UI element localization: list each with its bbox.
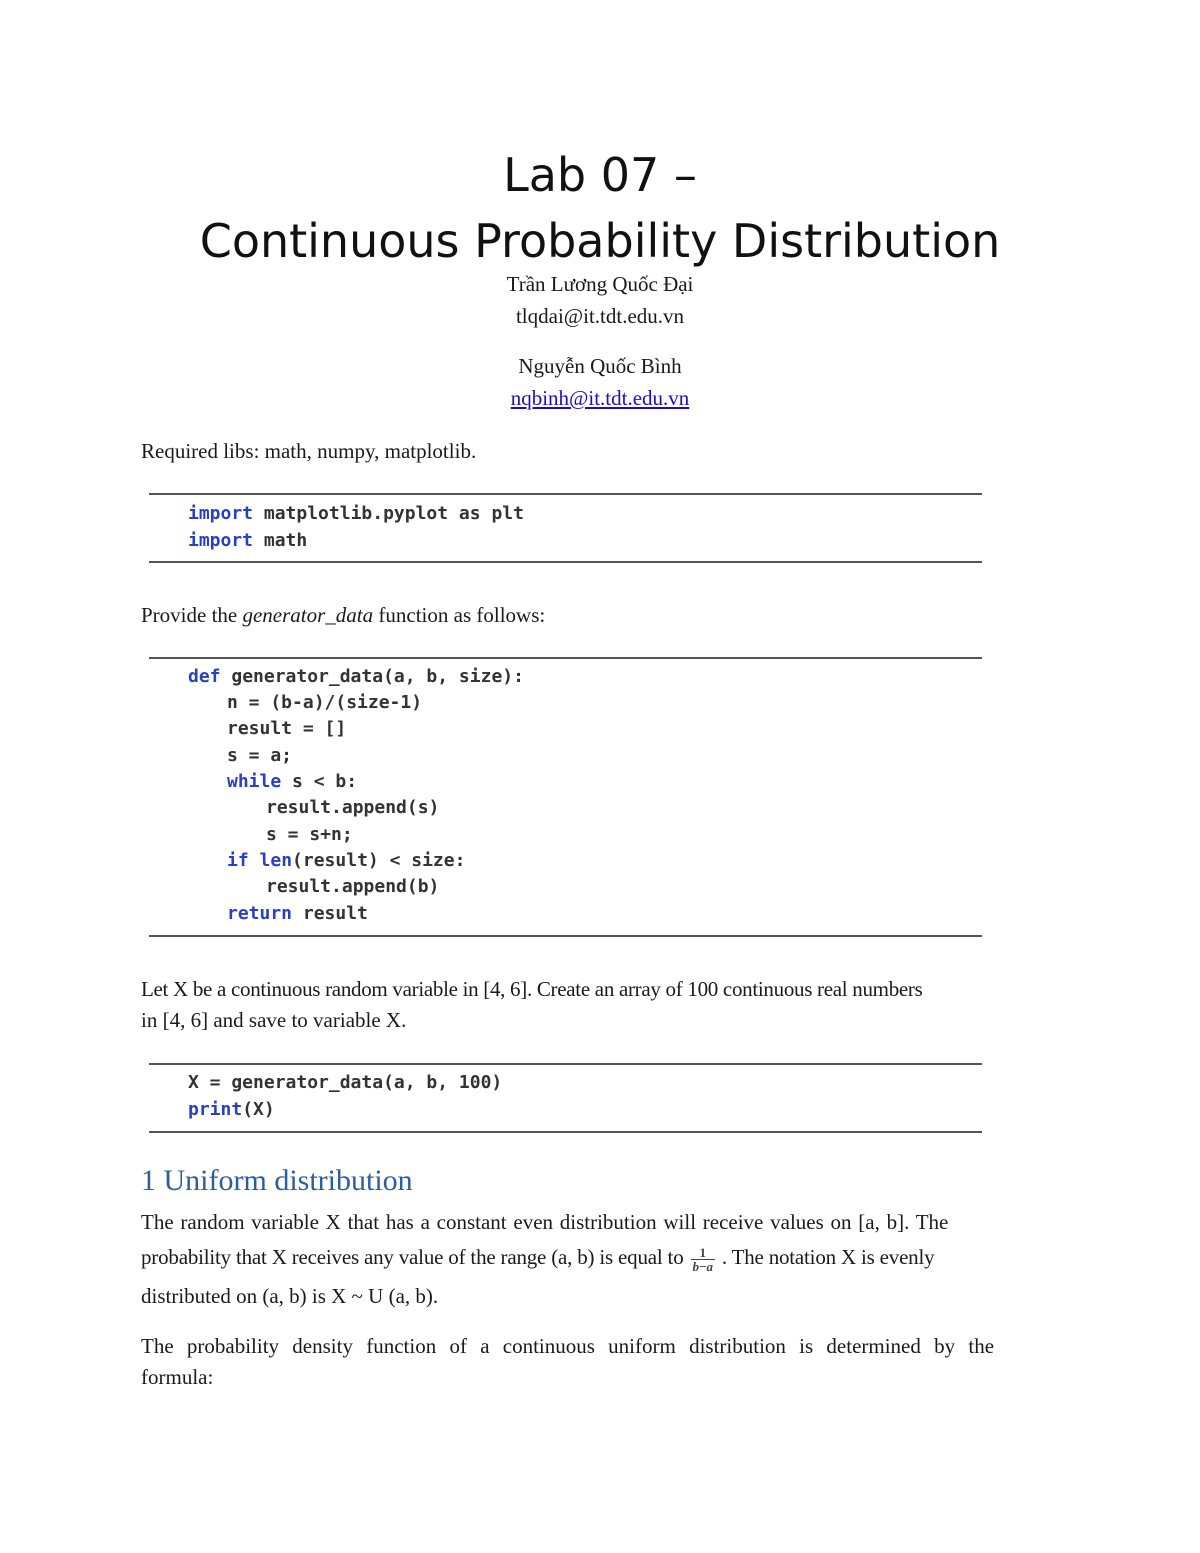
code-text: result: [292, 903, 368, 924]
provide-text-after: function as follows:: [373, 603, 546, 627]
code-keyword: while: [227, 771, 282, 792]
code-text: generator_data(a, b, size):: [220, 666, 524, 687]
code-line: result.append(s): [266, 797, 440, 818]
code-text: s < b:: [281, 771, 358, 792]
let-x-line-2: in [4, 6] and save to variable X.: [141, 1008, 407, 1032]
author-1-name: Trần Lương Quốc Đại: [506, 272, 694, 296]
fraction-one-over-b-minus-a: [691, 1246, 715, 1273]
code-keyword: len: [259, 850, 293, 871]
code-text: (X): [242, 1099, 275, 1120]
code-keyword: import: [188, 530, 254, 551]
uniform-p1-line-2: [141, 1242, 1059, 1273]
function-name-italic: generator_data: [242, 603, 374, 627]
fraction-numerator: 1: [691, 1246, 715, 1260]
code-line: s = s+n;: [266, 824, 353, 845]
code-line: X = generator_data(a, b, 100): [188, 1072, 503, 1093]
author-1-email: tlqdai@it.tdt.edu.vn: [515, 304, 685, 328]
provide-text-before: Provide the: [141, 603, 243, 627]
author-2-email-link[interactable]: nqbinh@it.tdt.edu.vn: [510, 386, 690, 410]
uniform-p2-line-1: The probability density function of a continuous uniform distribution is determined by the: [141, 1334, 995, 1358]
let-x-line-1: Let X be a continuous random variable in [4, 6]. Create an array of 100 continuous real numbers: [141, 977, 923, 1001]
code-keyword: print: [188, 1099, 243, 1120]
code-line: [227, 771, 357, 792]
code-text: matplotlib.pyplot as plt: [253, 503, 524, 524]
provide-text: [141, 600, 1059, 631]
code-keyword: import: [188, 503, 254, 524]
code-keyword: if: [227, 850, 249, 871]
code-keyword: return: [227, 903, 293, 924]
uniform-p1-line-2-before: probability that X receives any value of the range (a, b) is equal to: [141, 1245, 689, 1269]
code-line: result.append(b): [266, 876, 440, 897]
code-text: [249, 850, 260, 871]
code-line: [227, 903, 368, 924]
code-line: [227, 850, 465, 871]
fraction-denominator: b−a: [692, 1258, 713, 1274]
uniform-p1-line-1: The random variable X that has a constant even distribution will receive values on [a, b]. The: [141, 1210, 949, 1234]
code-text: math: [253, 530, 308, 551]
code-line: [188, 503, 524, 524]
code-text: (result) < size:: [292, 850, 466, 871]
author-2-name: Nguyễn Quốc Bình: [518, 354, 682, 378]
title-line-2: Continuous Probability Distribution: [199, 214, 1001, 268]
code-line: [188, 1099, 275, 1120]
required-libs-text: Required libs: math, numpy, matplotlib.: [141, 439, 477, 463]
author-2-email-row: [0, 386, 1200, 411]
code-line: [188, 666, 524, 687]
code-line: result = []: [227, 718, 347, 739]
code-line: [188, 530, 307, 551]
code-line: n = (b-a)/(size-1): [227, 692, 423, 713]
title-line-1: Lab 07 –: [503, 148, 697, 202]
uniform-p2-line-2: formula:: [141, 1365, 214, 1389]
section-heading-uniform: 1 Uniform distribution: [141, 1164, 413, 1197]
uniform-p1-line-2-after: . The notation X is evenly: [716, 1245, 935, 1269]
uniform-p1-line-3: distributed on (a, b) is X ~ U (a, b).: [141, 1284, 439, 1308]
code-keyword: def: [188, 666, 221, 687]
code-line: s = a;: [227, 745, 293, 766]
